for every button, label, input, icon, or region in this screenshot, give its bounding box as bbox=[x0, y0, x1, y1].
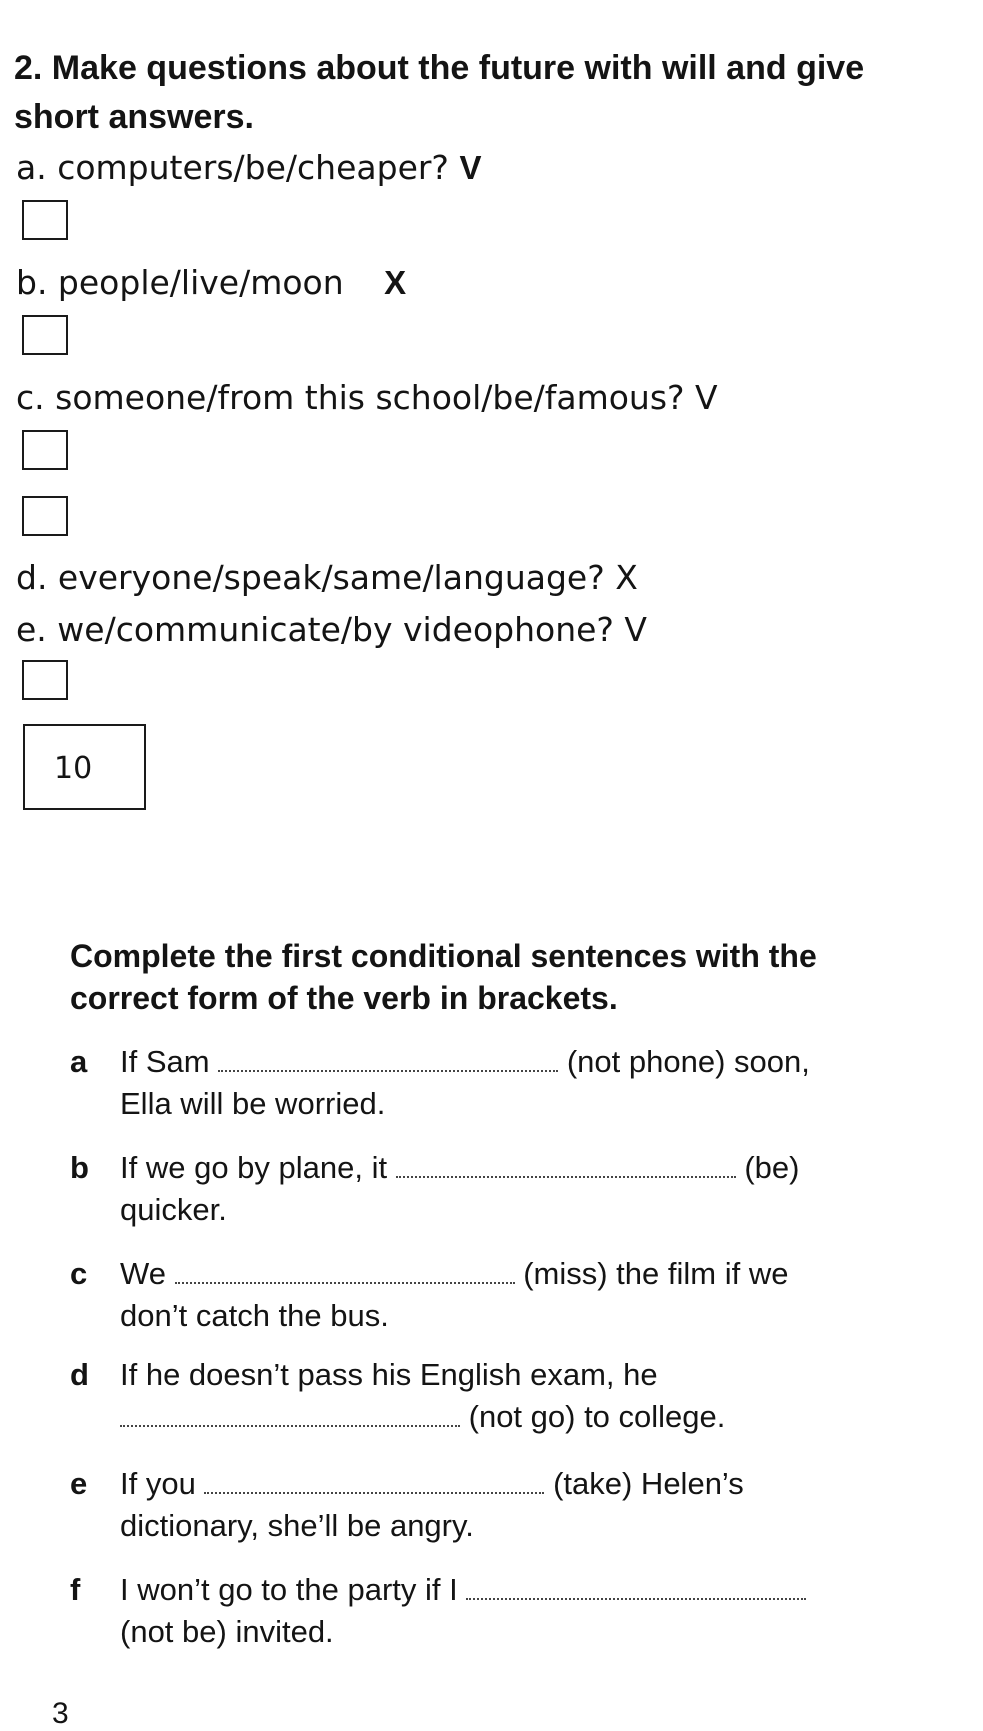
blank-a[interactable] bbox=[218, 1044, 558, 1072]
question-b-line1: If we go by plane, it (be) bbox=[120, 1150, 800, 1185]
question-d-letter: d bbox=[70, 1357, 89, 1392]
exercise-conditional-heading: Complete the first conditional sentences with the correct form of the verb in brackets. bbox=[70, 938, 817, 1016]
page-number: 3 bbox=[52, 1697, 69, 1730]
item-d bbox=[16, 558, 638, 597]
blank-e[interactable] bbox=[204, 1466, 544, 1494]
question-a-line1: If Sam (not phone) soon, bbox=[120, 1044, 810, 1079]
item-c-prompt: c. someone/from this school/be/famous? V bbox=[16, 378, 718, 417]
answer-box-a[interactable] bbox=[22, 200, 68, 240]
item-e bbox=[16, 610, 647, 649]
question-c-line1: We (miss) the film if we bbox=[120, 1256, 789, 1291]
item-e-prompt: e. we/communicate/by videophone? V bbox=[16, 610, 647, 649]
exercise-2-title: 2. Make questions about the future with will and give short answers. bbox=[14, 49, 865, 136]
item-a-prompt: a. computers/be/cheaper? bbox=[16, 148, 449, 187]
question-e-letter: e bbox=[70, 1466, 88, 1501]
blank-c[interactable] bbox=[175, 1256, 515, 1284]
question-d-line1: If he doesn’t pass his English exam, he bbox=[120, 1357, 658, 1392]
question-b-line2: quicker. bbox=[120, 1192, 227, 1227]
item-b bbox=[16, 263, 406, 302]
item-b-mark: X bbox=[384, 264, 407, 301]
blank-f[interactable] bbox=[466, 1572, 806, 1600]
answer-box-e[interactable] bbox=[22, 660, 68, 700]
item-d-prompt: d. everyone/speak/same/language? X bbox=[16, 558, 638, 597]
answer-box-c-2[interactable] bbox=[22, 496, 68, 536]
question-a-line2: Ella will be worried. bbox=[120, 1086, 386, 1121]
question-c-line2: don’t catch the bus. bbox=[120, 1298, 389, 1333]
question-d-line2: (not go) to college. bbox=[120, 1396, 725, 1438]
question-a-letter: a bbox=[70, 1044, 88, 1079]
question-e-line2: dictionary, she’ll be angry. bbox=[120, 1508, 474, 1543]
answer-box-c-1[interactable] bbox=[22, 430, 68, 470]
item-c bbox=[16, 378, 718, 417]
question-f-letter: f bbox=[70, 1572, 81, 1607]
item-b-prompt: b. people/live/moon bbox=[16, 263, 344, 302]
score-box: 10 bbox=[23, 724, 146, 810]
blank-d[interactable] bbox=[120, 1399, 460, 1427]
question-f-line2: (not be) invited. bbox=[120, 1614, 334, 1649]
question-c-letter: c bbox=[70, 1256, 88, 1291]
item-a bbox=[16, 148, 481, 187]
question-e-line1: If you (take) Helen’s bbox=[120, 1466, 744, 1501]
item-a-mark: V bbox=[459, 149, 482, 186]
question-b-letter: b bbox=[70, 1150, 89, 1185]
blank-b[interactable] bbox=[396, 1150, 736, 1178]
answer-box-b[interactable] bbox=[22, 315, 68, 355]
question-f-line1: I won’t go to the party if I bbox=[120, 1569, 806, 1611]
